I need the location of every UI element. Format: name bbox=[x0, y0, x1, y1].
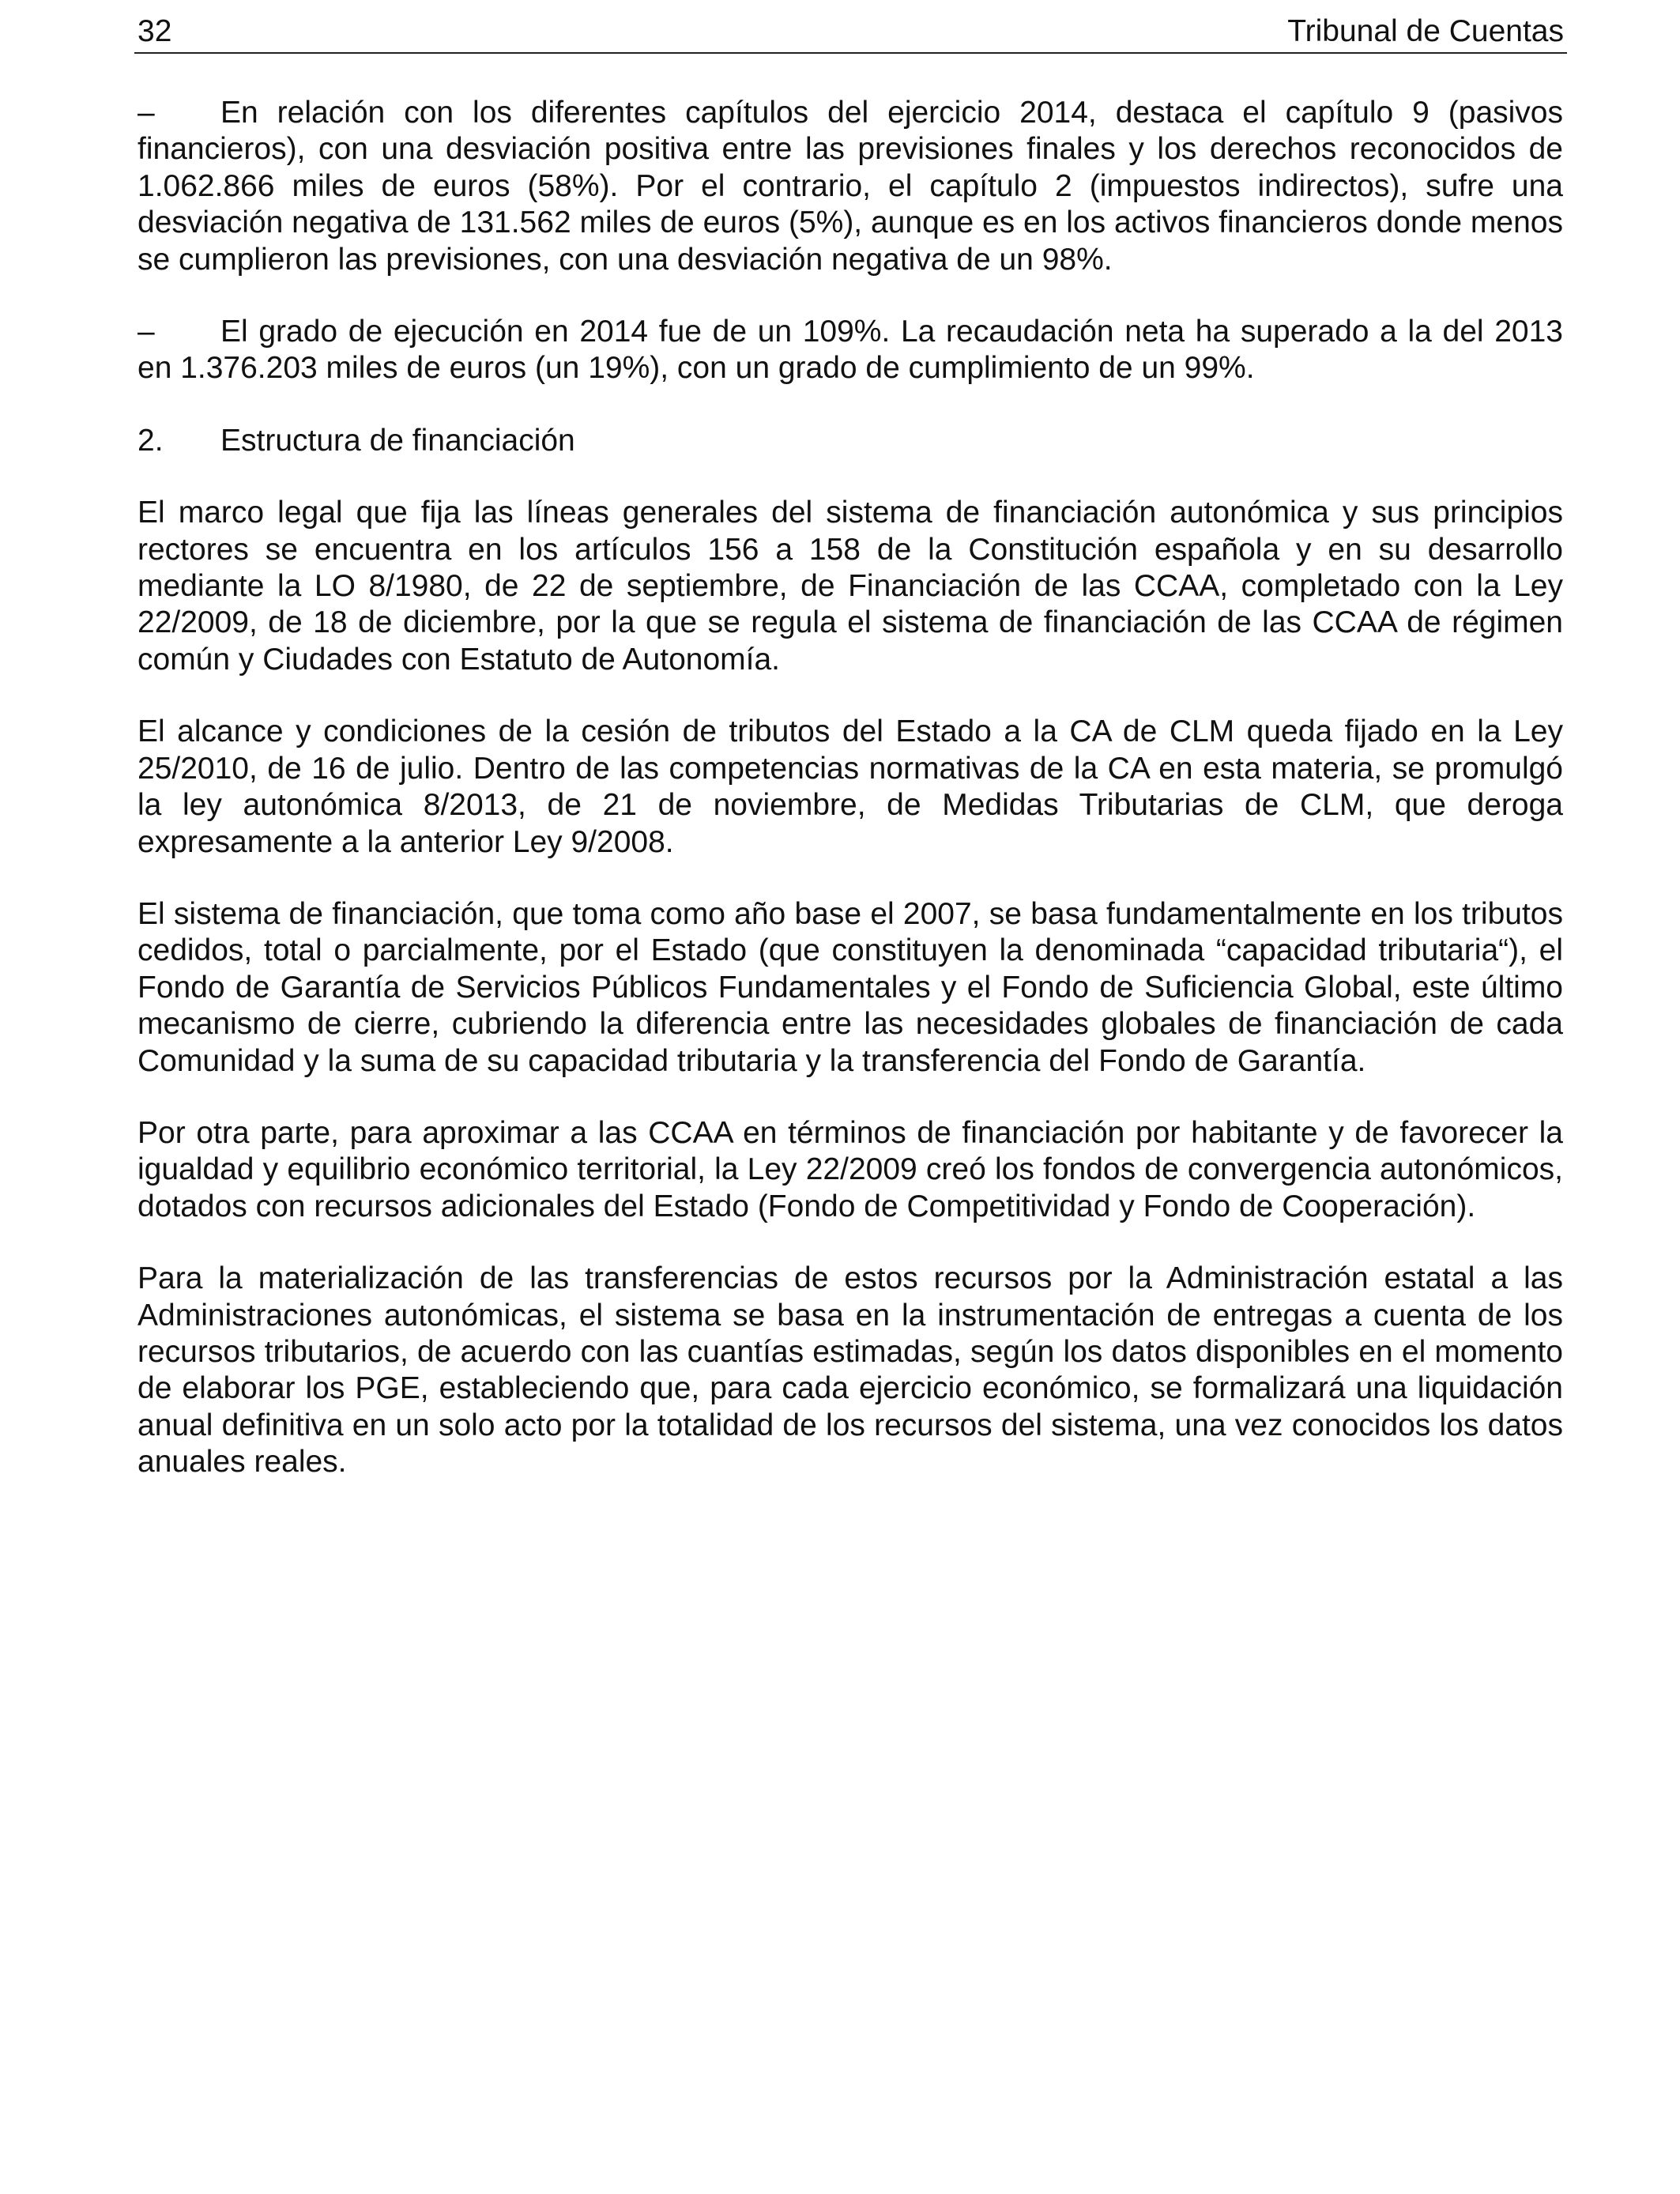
bullet-paragraph bbox=[137, 95, 1563, 278]
section-heading bbox=[137, 423, 1563, 459]
body-paragraph: El marco legal que fija las líneas generales del sistema de financiación autonómica y sus principios rectores se encuentra en los artículos 156 a 158 de la Constitución española y en su desarrollo mediante la LO 8/1980, de 22 de septiembre, de Financiación de las CCAA, completado con la Ley 22/2009, de 18 de diciembre, por la que se regula el sistema de financiación de las CCAA de régimen común y Ciudades con Estatuto de Autonomía. bbox=[137, 496, 1563, 677]
bullet-text: En relación con los diferentes capítulos del ejercicio 2014, destaca el capítulo 9 (pasivos financieros), con una desviación positiva entre las previsiones finales y los derechos reconocidos de 1.062.866 miles de euros (58%). Por el contrario, el capítulo 2 (impuestos indirectos), sufre una desviación negativa de 131.562 miles de euros (5%), aunque es en los activos financieros donde menos se cumplieron las previsiones, con una desviación negativa de un 98%. bbox=[137, 96, 1563, 277]
running-title: Tribunal de Cuentas bbox=[1287, 14, 1564, 48]
bullet-paragraph bbox=[137, 314, 1563, 387]
body-paragraph: Por otra parte, para aproximar a las CCAA en términos de financiación por habitante y de favorecer la igualdad y equilibrio económico territorial, la Ley 22/2009 creó los fondos de convergencia autonómicos, dotados con recursos adicionales del Estado (Fondo de Competitividad y Fondo de Cooperación). bbox=[137, 1115, 1563, 1223]
body-paragraph: El sistema de financiación, que toma como año base el 2007, se basa fundamentalmente en los tributos cedidos, total o parcialmente, por el Estado (que constituyen la denominada “capacidad tributaria“), el Fondo de Garantía de Servicios Públicos Fundamentales y el Fondo de Suficiencia Global, este último mecanismo de cierre, cubriendo la diferencia entre las necesidades globales de financiación de cada Comunidad y la suma de su capacidad tributaria y la transferencia del Fondo de Garantía. bbox=[137, 896, 1563, 1078]
body-paragraph: Para la materialización de las transferencias de estos recursos por la Administración estatal a las Administraciones autonómicas, el sistema se basa en la instrumentación de entregas a cuenta de los recursos tributarios, de acuerdo con las cuantías estimadas, según los datos disponibles en el momento de elaborar los PGE, estableciendo que, para cada ejercicio económico, se formalizará una liquidación anual definitiva en un solo acto por la totalidad de los recursos del sistema, una vez conocidos los datos anuales reales. bbox=[137, 1261, 1563, 1480]
page-number: 32 bbox=[137, 14, 172, 48]
dash-bullet-icon: – bbox=[137, 315, 155, 349]
section-number: 2. bbox=[137, 423, 164, 458]
dash-bullet-icon: – bbox=[137, 96, 155, 130]
section-title: Estructura de financiación bbox=[220, 423, 575, 458]
page-header bbox=[134, 11, 1567, 54]
bullet-text: El grado de ejecución en 2014 fue de un 109%. La recaudación neta ha superado a la del 2013 en 1.376.203 miles de euros (un 19%), con un grado de cumplimiento de un 99%. bbox=[137, 315, 1563, 386]
document-body bbox=[137, 95, 1563, 1517]
body-paragraph: El alcance y condiciones de la cesión de tributos del Estado a la CA de CLM queda fijado en la Ley 25/2010, de 16 de julio. Dentro de las competencias normativas de la CA en esta materia, se promulgó la ley autonómica 8/2013, de 21 de noviembre, de Medidas Tributarias de CLM, que deroga expresamente a la anterior Ley 9/2008. bbox=[137, 714, 1563, 859]
